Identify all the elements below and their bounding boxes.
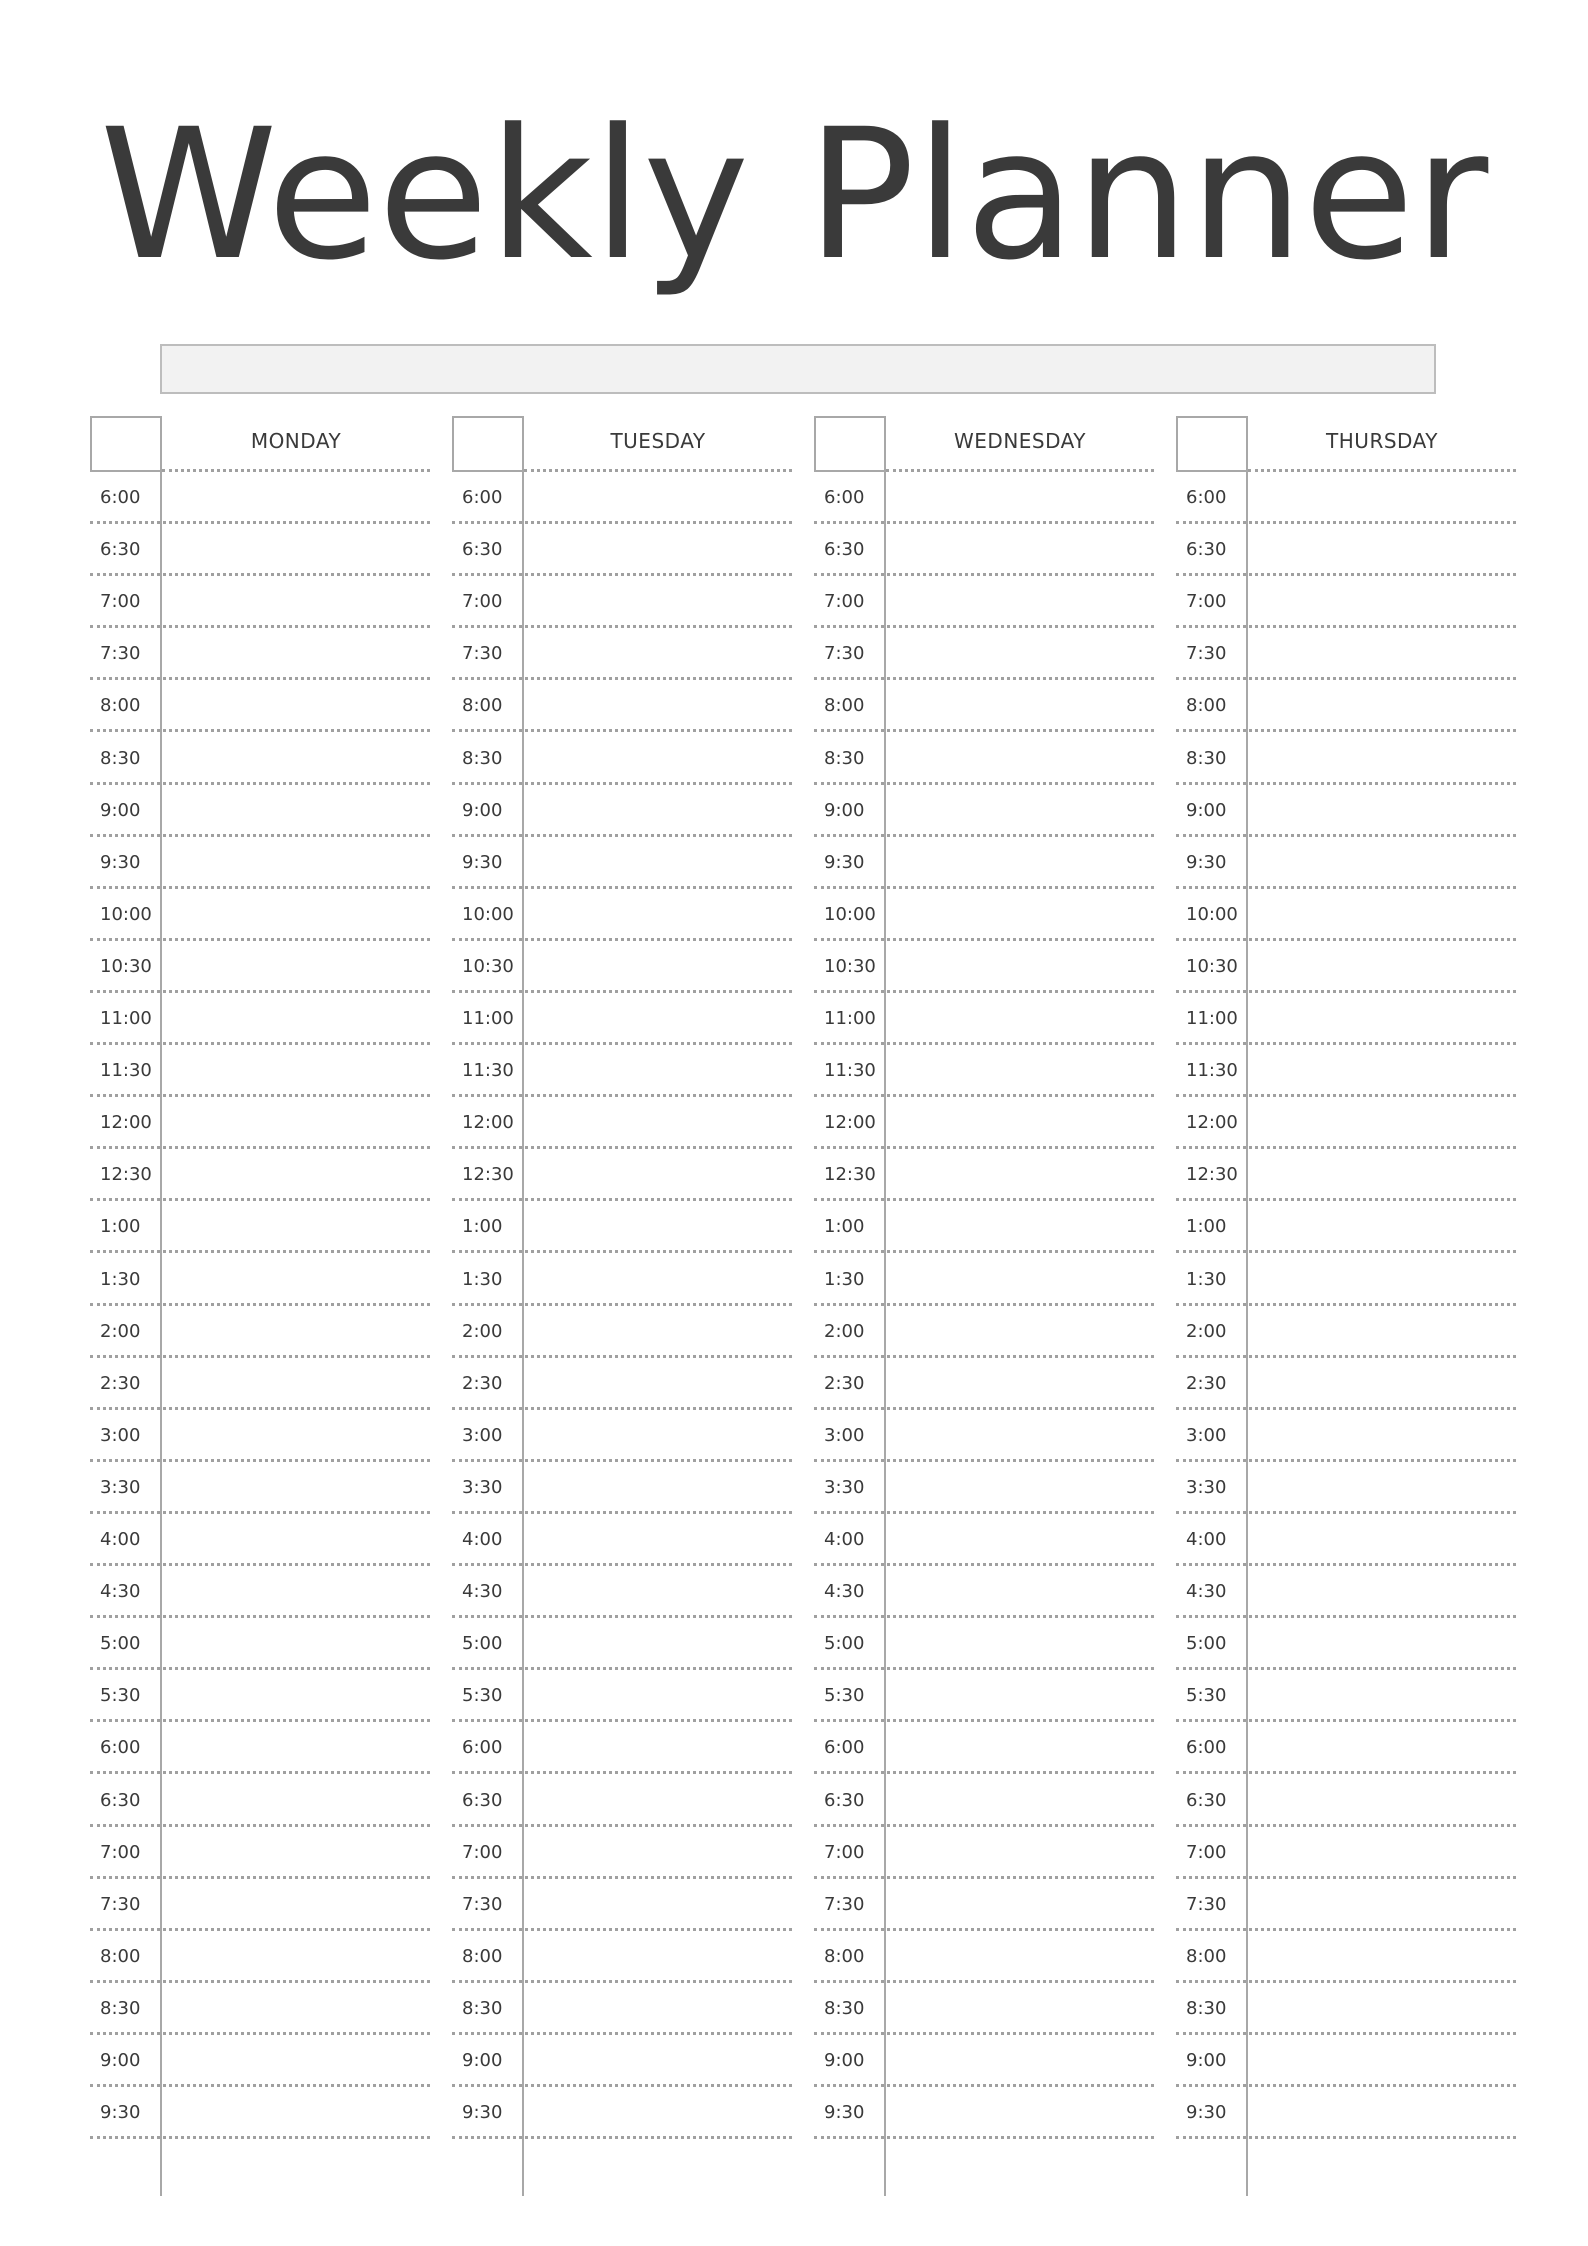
time-slot[interactable] (452, 1149, 792, 1201)
time-label: 5:00 (1186, 1633, 1227, 1655)
time-slot[interactable] (814, 1879, 1154, 1931)
time-label: 2:30 (824, 1372, 865, 1394)
time-label: 11:00 (824, 1008, 876, 1029)
time-label: 7:30 (100, 643, 141, 665)
time-slot[interactable] (452, 1618, 792, 1670)
time-label: 2:00 (462, 1320, 503, 1342)
time-slot[interactable] (452, 1462, 792, 1514)
time-label: 8:00 (824, 1945, 865, 1967)
time-slot[interactable] (90, 1306, 430, 1358)
time-slot[interactable] (452, 680, 792, 732)
time-label: 6:30 (462, 539, 503, 561)
time-slot[interactable] (452, 733, 792, 785)
time-label: 1:00 (100, 1216, 141, 1238)
time-slot[interactable] (814, 1775, 1154, 1827)
time-slot[interactable] (1176, 1879, 1516, 1931)
time-slot[interactable] (90, 524, 430, 576)
time-label: 12:00 (462, 1112, 514, 1134)
time-label: 9:30 (462, 2102, 503, 2124)
time-label: 7:30 (462, 643, 503, 665)
time-label: 5:30 (824, 1685, 865, 1707)
time-label: 4:30 (462, 1581, 503, 1603)
time-slot[interactable] (90, 941, 430, 993)
time-label: 9:00 (1186, 2050, 1227, 2071)
time-label: 10:00 (462, 903, 514, 925)
day-checkbox[interactable] (814, 416, 886, 472)
time-label: 7:00 (824, 1841, 865, 1863)
time-label: 8:30 (824, 747, 865, 769)
time-label: 3:30 (1186, 1476, 1227, 1498)
time-slot[interactable] (90, 1514, 430, 1566)
time-slot[interactable] (90, 1566, 430, 1618)
time-slot[interactable] (1176, 680, 1516, 732)
time-slot[interactable] (90, 628, 430, 680)
day-checkbox[interactable] (452, 416, 524, 472)
time-slot[interactable] (452, 1045, 792, 1097)
time-slot[interactable] (452, 1722, 792, 1774)
time-label: 8:30 (100, 747, 141, 769)
time-slot[interactable] (1176, 1097, 1516, 1149)
time-label: 9:00 (462, 799, 503, 821)
time-slot[interactable] (1176, 628, 1516, 680)
time-slot[interactable] (814, 1358, 1154, 1410)
time-label: 9:00 (1186, 799, 1227, 821)
time-label: 7:00 (462, 1841, 503, 1863)
time-slot[interactable] (814, 1566, 1154, 1618)
time-slot[interactable] (814, 1983, 1154, 2035)
time-slot[interactable] (1176, 2035, 1516, 2087)
time-label: 4:30 (824, 1581, 865, 1603)
time-slot[interactable] (90, 785, 430, 837)
time-label: 7:00 (462, 591, 503, 613)
time-slot[interactable] (814, 472, 1154, 524)
time-label: 8:30 (1186, 747, 1227, 769)
time-slot[interactable] (90, 1618, 430, 1670)
time-slot[interactable] (452, 1931, 792, 1983)
day-checkbox[interactable] (1176, 416, 1248, 472)
time-slot[interactable] (1176, 1983, 1516, 2035)
time-label: 4:00 (462, 1529, 503, 1550)
time-label: 9:30 (462, 851, 503, 873)
time-slot[interactable] (452, 1358, 792, 1410)
time-slot[interactable] (1176, 1722, 1516, 1774)
time-slot[interactable] (814, 733, 1154, 785)
time-slot[interactable] (814, 1618, 1154, 1670)
time-slot[interactable] (90, 1722, 430, 1774)
time-slot[interactable] (90, 2087, 430, 2139)
time-label: 7:30 (824, 643, 865, 665)
time-label: 7:30 (100, 1893, 141, 1915)
time-label: 10:00 (1186, 903, 1238, 925)
time-label: 3:00 (1186, 1424, 1227, 1446)
time-label: 9:00 (100, 799, 141, 821)
time-label: 9:30 (1186, 2102, 1227, 2124)
time-slot[interactable] (90, 1983, 430, 2035)
time-slot[interactable] (1176, 1045, 1516, 1097)
time-slot[interactable] (814, 524, 1154, 576)
time-label: 8:30 (462, 1997, 503, 2019)
time-label: 3:00 (824, 1424, 865, 1446)
time-slot[interactable] (1176, 733, 1516, 785)
time-slot[interactable] (1176, 837, 1516, 889)
time-slot[interactable] (90, 1462, 430, 1514)
time-label: 9:00 (462, 2050, 503, 2071)
time-label: 9:30 (824, 851, 865, 873)
time-slot[interactable] (90, 1149, 430, 1201)
time-slot[interactable] (814, 1306, 1154, 1358)
time-slot[interactable] (814, 1201, 1154, 1253)
day-checkbox[interactable] (90, 416, 162, 472)
time-slot[interactable] (90, 1931, 430, 1983)
time-label: 8:00 (100, 1945, 141, 1967)
day-column-wednesday (814, 416, 1154, 2146)
time-slot[interactable] (814, 941, 1154, 993)
time-label: 1:30 (462, 1268, 503, 1290)
time-label: 5:00 (462, 1633, 503, 1655)
time-label: 12:30 (100, 1164, 152, 1186)
date-field[interactable] (160, 344, 1436, 394)
time-label: 2:30 (462, 1372, 503, 1394)
time-slot[interactable] (814, 2087, 1154, 2139)
time-slot[interactable] (814, 1514, 1154, 1566)
time-slot[interactable] (1176, 1358, 1516, 1410)
time-slot[interactable] (452, 837, 792, 889)
time-label: 4:00 (824, 1529, 865, 1550)
time-slot[interactable] (452, 472, 792, 524)
time-label: 1:30 (1186, 1268, 1227, 1290)
time-label: 3:30 (100, 1476, 141, 1498)
time-label: 7:00 (1186, 591, 1227, 613)
time-label: 10:30 (100, 955, 152, 977)
time-label: 1:30 (100, 1268, 141, 1290)
time-label: 9:00 (824, 2050, 865, 2071)
time-label: 9:30 (1186, 851, 1227, 873)
time-slot[interactable] (90, 993, 430, 1045)
time-label: 9:30 (100, 2102, 141, 2124)
time-label: 7:00 (824, 591, 865, 613)
time-slot[interactable] (1176, 1931, 1516, 1983)
day-header: MONDAY (162, 416, 430, 472)
page-title: Weekly Planner (99, 91, 1489, 300)
time-slot[interactable] (452, 1566, 792, 1618)
time-label: 10:30 (1186, 955, 1238, 977)
time-slot[interactable] (90, 1201, 430, 1253)
time-slot[interactable] (452, 1201, 792, 1253)
time-label: 5:00 (100, 1633, 141, 1655)
time-slot[interactable] (1176, 524, 1516, 576)
time-label: 11:30 (824, 1060, 876, 1082)
time-label: 6:30 (100, 1789, 141, 1811)
time-label: 1:30 (824, 1268, 865, 1290)
time-slot[interactable] (452, 1254, 792, 1306)
time-slot[interactable] (452, 1097, 792, 1149)
time-label: 10:00 (100, 903, 152, 925)
time-slot[interactable] (814, 1670, 1154, 1722)
time-label: 8:30 (462, 747, 503, 769)
time-slot[interactable] (90, 680, 430, 732)
time-slot[interactable] (90, 1358, 430, 1410)
time-label: 7:00 (100, 591, 141, 613)
time-label: 7:30 (1186, 1893, 1227, 1915)
time-slot[interactable] (90, 2035, 430, 2087)
time-label: 6:00 (824, 1737, 865, 1759)
time-label: 11:30 (462, 1060, 514, 1082)
time-label: 2:00 (824, 1320, 865, 1342)
time-slot[interactable] (1176, 1775, 1516, 1827)
time-label: 2:00 (100, 1320, 141, 1342)
time-slot[interactable] (814, 680, 1154, 732)
time-slot[interactable] (452, 2035, 792, 2087)
time-label: 3:30 (462, 1476, 503, 1498)
time-slot[interactable] (452, 628, 792, 680)
time-label: 6:00 (100, 1737, 141, 1759)
time-label: 12:00 (100, 1112, 152, 1134)
time-slot[interactable] (90, 1670, 430, 1722)
time-label: 9:00 (824, 799, 865, 821)
time-slot[interactable] (90, 837, 430, 889)
time-label: 9:00 (100, 2050, 141, 2071)
time-slot[interactable] (452, 1879, 792, 1931)
time-label: 6:00 (462, 1737, 503, 1759)
time-slot[interactable] (1176, 1566, 1516, 1618)
time-slot[interactable] (452, 576, 792, 628)
time-slot[interactable] (90, 1254, 430, 1306)
time-slot[interactable] (1176, 1618, 1516, 1670)
time-slot[interactable] (814, 628, 1154, 680)
time-slot[interactable] (814, 785, 1154, 837)
time-slot[interactable] (1176, 993, 1516, 1045)
day-header: WEDNESDAY (886, 416, 1154, 472)
time-slot[interactable] (1176, 1827, 1516, 1879)
time-slot[interactable] (1176, 785, 1516, 837)
time-label: 6:30 (1186, 1789, 1227, 1811)
time-label: 6:30 (100, 539, 141, 561)
time-label: 7:30 (1186, 643, 1227, 665)
time-label: 2:00 (1186, 1320, 1227, 1342)
time-label: 8:00 (824, 695, 865, 717)
time-label: 7:30 (824, 1893, 865, 1915)
time-slot[interactable] (814, 1827, 1154, 1879)
day-column-tuesday (452, 416, 792, 2146)
time-slot[interactable] (90, 1879, 430, 1931)
time-label: 6:00 (1186, 487, 1227, 508)
time-label: 3:00 (462, 1424, 503, 1446)
time-label: 2:30 (100, 1372, 141, 1394)
time-slot[interactable] (452, 993, 792, 1045)
time-slot[interactable] (814, 1931, 1154, 1983)
time-label: 1:00 (1186, 1216, 1227, 1238)
time-label: 9:30 (100, 851, 141, 873)
time-label: 10:30 (824, 955, 876, 977)
time-label: 5:30 (1186, 1685, 1227, 1707)
time-slot[interactable] (90, 889, 430, 941)
time-slot[interactable] (1176, 1462, 1516, 1514)
time-label: 7:30 (462, 1893, 503, 1915)
time-slot[interactable] (452, 941, 792, 993)
time-label: 6:30 (824, 1789, 865, 1811)
time-slot[interactable] (814, 837, 1154, 889)
time-slot[interactable] (90, 1045, 430, 1097)
time-slot[interactable] (1176, 941, 1516, 993)
time-slot[interactable] (90, 1827, 430, 1879)
time-label: 6:30 (824, 539, 865, 561)
time-label: 6:30 (1186, 539, 1227, 561)
time-label: 12:30 (824, 1164, 876, 1186)
time-label: 10:00 (824, 903, 876, 925)
time-slot[interactable] (814, 576, 1154, 628)
time-label: 5:00 (824, 1633, 865, 1655)
time-slot[interactable] (1176, 1670, 1516, 1722)
time-slot[interactable] (90, 576, 430, 628)
time-label: 1:00 (462, 1216, 503, 1238)
time-slot[interactable] (814, 1045, 1154, 1097)
time-label: 3:00 (100, 1424, 141, 1446)
time-label: 8:30 (1186, 1997, 1227, 2019)
time-slot[interactable] (1176, 576, 1516, 628)
day-column-monday (90, 416, 430, 2146)
time-slot[interactable] (1176, 472, 1516, 524)
day-header: TUESDAY (524, 416, 792, 472)
day-column-thursday (1176, 416, 1516, 2146)
time-label: 6:30 (462, 1789, 503, 1811)
time-slot[interactable] (452, 889, 792, 941)
time-slot[interactable] (814, 1722, 1154, 1774)
time-slot[interactable] (814, 1254, 1154, 1306)
time-slot[interactable] (814, 1149, 1154, 1201)
time-label: 5:30 (100, 1685, 141, 1707)
day-header: THURSDAY (1248, 416, 1516, 472)
time-slot[interactable] (452, 1827, 792, 1879)
time-slot[interactable] (90, 472, 430, 524)
time-label: 4:00 (100, 1529, 141, 1550)
time-slot[interactable] (814, 1410, 1154, 1462)
time-slot[interactable] (452, 1775, 792, 1827)
time-slot[interactable] (90, 1097, 430, 1149)
time-label: 10:30 (462, 955, 514, 977)
time-slot[interactable] (814, 2035, 1154, 2087)
time-label: 8:00 (100, 695, 141, 717)
time-slot[interactable] (814, 889, 1154, 941)
time-slot[interactable] (452, 1306, 792, 1358)
time-label: 12:00 (824, 1112, 876, 1134)
time-slot[interactable] (1176, 1306, 1516, 1358)
time-slot[interactable] (452, 1514, 792, 1566)
time-slot[interactable] (452, 524, 792, 576)
time-slot[interactable] (1176, 1410, 1516, 1462)
time-label: 11:30 (1186, 1060, 1238, 1082)
time-label: 12:30 (1186, 1164, 1238, 1186)
time-label: 4:30 (1186, 1581, 1227, 1603)
time-label: 6:00 (100, 487, 141, 508)
time-slot[interactable] (90, 733, 430, 785)
time-label: 11:00 (462, 1008, 514, 1029)
time-label: 4:00 (1186, 1529, 1227, 1550)
time-slot[interactable] (1176, 889, 1516, 941)
time-label: 8:00 (1186, 1945, 1227, 1967)
time-slot[interactable] (90, 1410, 430, 1462)
time-label: 11:00 (100, 1008, 152, 1029)
time-slot[interactable] (1176, 2087, 1516, 2139)
time-label: 6:00 (824, 487, 865, 508)
time-slot[interactable] (452, 1983, 792, 2035)
time-slot[interactable] (814, 1462, 1154, 1514)
time-label: 2:30 (1186, 1372, 1227, 1394)
time-label: 8:00 (462, 1945, 503, 1967)
time-label: 9:30 (824, 2102, 865, 2124)
time-label: 12:00 (1186, 1112, 1238, 1134)
time-slot[interactable] (90, 1775, 430, 1827)
time-slot[interactable] (452, 785, 792, 837)
time-label: 8:30 (100, 1997, 141, 2019)
time-label: 12:30 (462, 1164, 514, 1186)
time-label: 7:00 (100, 1841, 141, 1863)
time-slot[interactable] (452, 1670, 792, 1722)
time-label: 6:00 (462, 487, 503, 508)
time-label: 3:30 (824, 1476, 865, 1498)
time-slot[interactable] (1176, 1201, 1516, 1253)
time-slot[interactable] (452, 1410, 792, 1462)
time-slot[interactable] (1176, 1149, 1516, 1201)
time-label: 8:00 (462, 695, 503, 717)
time-label: 1:00 (824, 1216, 865, 1238)
time-slot[interactable] (1176, 1254, 1516, 1306)
time-label: 11:30 (100, 1060, 152, 1082)
time-label: 8:00 (1186, 695, 1227, 717)
time-label: 11:00 (1186, 1008, 1238, 1029)
time-slot[interactable] (814, 993, 1154, 1045)
time-slot[interactable] (452, 2087, 792, 2139)
time-slot[interactable] (1176, 1514, 1516, 1566)
time-label: 4:30 (100, 1581, 141, 1603)
time-slot[interactable] (814, 1097, 1154, 1149)
time-label: 5:30 (462, 1685, 503, 1707)
time-label: 8:30 (824, 1997, 865, 2019)
time-label: 7:00 (1186, 1841, 1227, 1863)
time-label: 6:00 (1186, 1737, 1227, 1759)
